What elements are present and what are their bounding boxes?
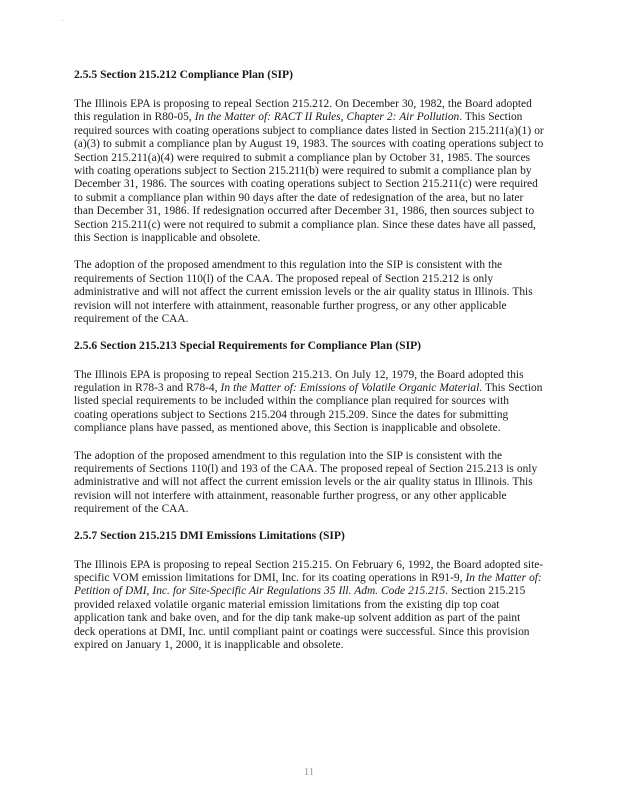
paragraph-2-5-6-repeal (74, 369, 544, 436)
section-heading-2-5-6: 2.5.6 Section 215.213 Special Requirements for Compliance Plan (SIP) (74, 338, 422, 352)
document-body (74, 68, 544, 666)
paragraph-rest: . This Section listed special requirements to be included within the compliance plan required for sources with coating operations subject to Sections 215.204 through 215.209. Since the dates for submitting compliance plans have passed, as mentioned above, this Section is inapplicable and obsolete. (74, 381, 543, 435)
section-heading-2-5-5: 2.5.5 Section 215.212 Compliance Plan (SIP) (74, 68, 293, 81)
case-citation: In the Matter of: Petition of DMI, Inc. for Site-Specific Air Regulations 35 Ill. Adm. Code 215.215 (74, 571, 542, 598)
paragraph-2-5-7-repeal (74, 559, 544, 653)
paragraph-rest: . Section 215.215 provided relaxed volatile organic material emission limitations from the existing dip top coat application tank and bake oven, and for the dip tank make-up solvent addition as part of the paint deck operations at DMI, Inc. until compliant paint or coatings were successful. Since this provision expired on January 1, 2000, it is inapplicable and obsolete. (74, 585, 530, 651)
paragraph-2-5-5-sip: The adoption of the proposed amendment to this regulation into the SIP is consistent with the requirements of Section 110(l) of the CAA. The proposed repeal of Section 215.212 is only administrative and will not affect the current emission levels or the air quality status in Illinois. This revision will not interfere with attainment, reasonable further progress, or any other applicable requirement of the CAA. (74, 259, 533, 326)
paragraph-2-5-5-repeal (74, 98, 544, 245)
paragraph-rest: . This Section required sources with coating operations subject to compliance dates listed in Section 215.211(a)(1) or (a)(3) to submit a compliance plan by August 19, 1983. The sources with coating operations subject to Section 215.211(a)(4) were required to submit a compliance plan by October 31, 1985. The sources with coating operations subject to Section 215.211(b) were required to submit a compliance plan by December 31, 1986. The sources with coating operations subject to Section 215.211(c) were required to submit a compliance plan within 90 days after the date of redesignation of the area, but no later than December 31, 1986. If redesignation occurred after December 31, 1986, then sources subject to Section 215.211(c) were not required to submit a compliance plan. Since these dates have all passed, this Section is inapplicable and obsolete. (74, 111, 544, 245)
scan-speck (62, 20, 63, 21)
case-citation: In the Matter of: Emissions of Volatile Organic Material (220, 381, 480, 394)
section-heading-2-5-7: 2.5.7 Section 215.215 DMI Emissions Limitations (SIP) (74, 528, 345, 542)
paragraph-2-5-6-sip: The adoption of the proposed amendment to this regulation into the SIP is consistent with the requirements of Sections 110(l) and 193 of the CAA. The proposed repeal of Section 215.213 is only administrative and will not affect the current emission levels or the air quality status in Illinois. This revision will not interfere with attainment, reasonable further progress, or any other applicable requirement of the CAA. (74, 449, 538, 516)
page-number: 11 (303, 766, 315, 778)
paragraph-intro: The Illinois EPA is proposing to repeal Section 215.215. On February 6, 1992, the Board adopted site-specific VOM emission limitations for DMI, Inc. for its coating operations in R91-9, (74, 558, 544, 584)
paragraph-intro: The Illinois EPA is proposing to repeal Section 215.212. On December 30, 1982, the Board adopted this regulation in R80-05, (74, 98, 532, 124)
case-citation: In the Matter of: RACT II Rules, Chapter 2: Air Pollution (194, 111, 460, 124)
paragraph-intro: The Illinois EPA is proposing to repeal Section 215.213. On July 12, 1979, the Board adopted this regulation in R78-3 and R78-4, (74, 368, 524, 394)
